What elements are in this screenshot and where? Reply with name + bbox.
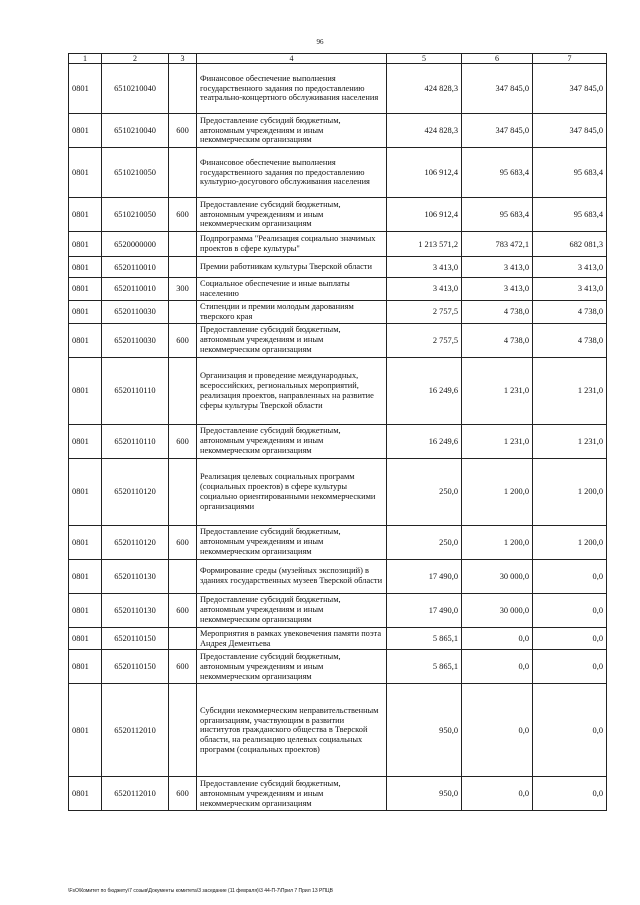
- row-name-cell: Организация и проведение международных, всероссийских, региональных мероприятий, реализация проектов, направленных на развитие сферы культуры Тверской области: [197, 357, 387, 424]
- row-expense-type-cell: [169, 300, 197, 323]
- row-amount-2-cell: 1 231,0: [462, 357, 533, 424]
- row-amount-3-cell: 95 683,4: [533, 148, 607, 198]
- table-row: [69, 357, 607, 424]
- row-name-cell: Предоставление субсидий бюджетным, автономным учреждениям и иным некоммерческим организациям: [197, 777, 387, 811]
- table-row: [69, 684, 607, 777]
- row-target-article-cell: 6520110110: [102, 424, 169, 458]
- row-amount-1-cell: 950,0: [387, 777, 462, 811]
- row-amount-3-cell: 682 081,3: [533, 232, 607, 257]
- row-amount-2-cell: 30 000,0: [462, 559, 533, 593]
- row-name-cell: Премии работникам культуры Тверской области: [197, 257, 387, 278]
- row-code-cell: 0801: [69, 559, 102, 593]
- row-amount-2-cell: 4 738,0: [462, 300, 533, 323]
- row-expense-type-cell: [169, 458, 197, 525]
- row-target-article-cell: 6520110030: [102, 323, 169, 357]
- row-amount-1-cell: 3 413,0: [387, 257, 462, 278]
- table-row: [69, 114, 607, 148]
- row-amount-3-cell: 3 413,0: [533, 257, 607, 278]
- column-header: 7: [533, 54, 607, 64]
- row-target-article-cell: 6520000000: [102, 232, 169, 257]
- row-amount-2-cell: 95 683,4: [462, 198, 533, 232]
- row-target-article-cell: 6520110010: [102, 257, 169, 278]
- row-target-article-cell: 6520110150: [102, 627, 169, 650]
- row-name-cell: Предоставление субсидий бюджетным, автономным учреждениям и иным некоммерческим организациям: [197, 593, 387, 627]
- row-amount-2-cell: 0,0: [462, 684, 533, 777]
- row-expense-type-cell: [169, 257, 197, 278]
- row-amount-3-cell: 0,0: [533, 627, 607, 650]
- row-name-cell: Предоставление субсидий бюджетным, автономным учреждениям и иным некоммерческим организациям: [197, 424, 387, 458]
- row-name-cell: Стипендии и премии молодым дарованиям тверского края: [197, 300, 387, 323]
- column-header: 2: [102, 54, 169, 64]
- column-header: 1: [69, 54, 102, 64]
- row-code-cell: 0801: [69, 684, 102, 777]
- row-amount-2-cell: 347 845,0: [462, 114, 533, 148]
- table-row: [69, 458, 607, 525]
- row-amount-2-cell: 0,0: [462, 627, 533, 650]
- row-code-cell: 0801: [69, 257, 102, 278]
- row-amount-2-cell: 95 683,4: [462, 148, 533, 198]
- row-amount-1-cell: 2 757,5: [387, 300, 462, 323]
- row-amount-1-cell: 16 249,6: [387, 424, 462, 458]
- row-target-article-cell: 6510210040: [102, 114, 169, 148]
- row-target-article-cell: 6510210050: [102, 198, 169, 232]
- row-target-article-cell: 6520110130: [102, 559, 169, 593]
- row-code-cell: 0801: [69, 458, 102, 525]
- row-target-article-cell: 6520110030: [102, 300, 169, 323]
- row-code-cell: 0801: [69, 148, 102, 198]
- row-target-article-cell: 6520110010: [102, 278, 169, 301]
- row-amount-2-cell: 3 413,0: [462, 257, 533, 278]
- row-amount-3-cell: 1 200,0: [533, 525, 607, 559]
- row-amount-3-cell: 4 738,0: [533, 323, 607, 357]
- row-amount-2-cell: 3 413,0: [462, 278, 533, 301]
- row-amount-3-cell: 0,0: [533, 593, 607, 627]
- row-expense-type-cell: 600: [169, 198, 197, 232]
- row-amount-1-cell: 5 865,1: [387, 650, 462, 684]
- row-amount-3-cell: 1 231,0: [533, 357, 607, 424]
- row-name-cell: Подпрограмма "Реализация социально значимых проектов в сфере культуры": [197, 232, 387, 257]
- row-name-cell: Предоставление субсидий бюджетным, автономным учреждениям и иным некоммерческим организациям: [197, 198, 387, 232]
- column-header: 6: [462, 54, 533, 64]
- row-name-cell: Социальное обеспечение и иные выплаты населению: [197, 278, 387, 301]
- row-amount-2-cell: 783 472,1: [462, 232, 533, 257]
- row-amount-2-cell: 30 000,0: [462, 593, 533, 627]
- row-amount-2-cell: 0,0: [462, 777, 533, 811]
- row-code-cell: 0801: [69, 424, 102, 458]
- row-name-cell: Субсидии некоммерческим неправительственным организациям, участвующим в развитии институтов гражданского общества в Тверской области, на реализацию целевых социальных программ (социальных проектов): [197, 684, 387, 777]
- row-amount-1-cell: 17 490,0: [387, 559, 462, 593]
- row-amount-1-cell: 17 490,0: [387, 593, 462, 627]
- row-amount-1-cell: 1 213 571,2: [387, 232, 462, 257]
- row-code-cell: 0801: [69, 323, 102, 357]
- row-code-cell: 0801: [69, 777, 102, 811]
- row-code-cell: 0801: [69, 64, 102, 114]
- row-name-cell: Мероприятия в рамках увековечения памяти поэта Андрея Дементьева: [197, 627, 387, 650]
- row-amount-2-cell: 0,0: [462, 650, 533, 684]
- table-row: [69, 559, 607, 593]
- table-row: [69, 650, 607, 684]
- row-expense-type-cell: [169, 148, 197, 198]
- table-row: [69, 525, 607, 559]
- row-name-cell: Финансовое обеспечение выполнения государственного задания по предоставлению культурно-досугового обслуживания населения: [197, 148, 387, 198]
- row-name-cell: Реализация целевых социальных программ (социальных проектов) в сфере культуры социально ориентированными некоммерческими организациями: [197, 458, 387, 525]
- row-amount-2-cell: 4 738,0: [462, 323, 533, 357]
- row-expense-type-cell: 600: [169, 525, 197, 559]
- row-amount-1-cell: 424 828,3: [387, 64, 462, 114]
- column-header: 3: [169, 54, 197, 64]
- column-header: 4: [197, 54, 387, 64]
- row-name-cell: Финансовое обеспечение выполнения государственного задания по предоставлению театрально-концертного обслуживания населения: [197, 64, 387, 114]
- row-amount-3-cell: 3 413,0: [533, 278, 607, 301]
- row-expense-type-cell: [169, 684, 197, 777]
- row-code-cell: 0801: [69, 650, 102, 684]
- table-row: [69, 232, 607, 257]
- row-amount-2-cell: 347 845,0: [462, 64, 533, 114]
- row-amount-3-cell: 95 683,4: [533, 198, 607, 232]
- row-name-cell: Предоставление субсидий бюджетным, автономным учреждениям и иным некоммерческим организациям: [197, 323, 387, 357]
- table-row: [69, 424, 607, 458]
- row-code-cell: 0801: [69, 357, 102, 424]
- page-number: 96: [316, 38, 324, 46]
- row-target-article-cell: 6520110120: [102, 525, 169, 559]
- row-amount-2-cell: 1 200,0: [462, 525, 533, 559]
- row-amount-3-cell: 0,0: [533, 777, 607, 811]
- row-amount-3-cell: 0,0: [533, 684, 607, 777]
- file-path-footer: \FsO\Комитет по бюджету\7 созыв\Документы комитета\3 заседание (11 февраля)\3 44-П-7\Прил 7 Прил 13 РПЦВ: [68, 888, 333, 894]
- row-expense-type-cell: [169, 232, 197, 257]
- row-name-cell: Предоставление субсидий бюджетным, автономным учреждениям и иным некоммерческим организациям: [197, 650, 387, 684]
- table-row: [69, 64, 607, 114]
- table-row: [69, 627, 607, 650]
- row-amount-3-cell: 1 200,0: [533, 458, 607, 525]
- row-name-cell: Предоставление субсидий бюджетным, автономным учреждениям и иным некоммерческим организациям: [197, 114, 387, 148]
- row-amount-1-cell: 950,0: [387, 684, 462, 777]
- row-amount-1-cell: 2 757,5: [387, 323, 462, 357]
- row-expense-type-cell: 600: [169, 593, 197, 627]
- row-code-cell: 0801: [69, 232, 102, 257]
- row-expense-type-cell: 600: [169, 114, 197, 148]
- row-target-article-cell: 6520110130: [102, 593, 169, 627]
- table-row: [69, 198, 607, 232]
- table-row: [69, 300, 607, 323]
- row-amount-3-cell: 4 738,0: [533, 300, 607, 323]
- table-row: [69, 323, 607, 357]
- row-expense-type-cell: [169, 559, 197, 593]
- row-name-cell: Формирование среды (музейных экспозиций) в зданиях государственных музеев Тверской области: [197, 559, 387, 593]
- row-name-cell: Предоставление субсидий бюджетным, автономным учреждениям и иным некоммерческим организациям: [197, 525, 387, 559]
- row-code-cell: 0801: [69, 525, 102, 559]
- row-expense-type-cell: [169, 627, 197, 650]
- row-code-cell: 0801: [69, 278, 102, 301]
- row-amount-2-cell: 1 231,0: [462, 424, 533, 458]
- row-expense-type-cell: 600: [169, 424, 197, 458]
- row-code-cell: 0801: [69, 593, 102, 627]
- row-amount-1-cell: 5 865,1: [387, 627, 462, 650]
- header-row: [69, 54, 607, 64]
- row-target-article-cell: 6520112010: [102, 777, 169, 811]
- row-expense-type-cell: [169, 357, 197, 424]
- table-row: [69, 278, 607, 301]
- row-amount-3-cell: 347 845,0: [533, 64, 607, 114]
- budget-table: [68, 53, 607, 811]
- row-code-cell: 0801: [69, 198, 102, 232]
- row-amount-1-cell: 3 413,0: [387, 278, 462, 301]
- row-amount-1-cell: 106 912,4: [387, 148, 462, 198]
- row-code-cell: 0801: [69, 114, 102, 148]
- row-expense-type-cell: 600: [169, 323, 197, 357]
- row-amount-3-cell: 0,0: [533, 559, 607, 593]
- table-row: [69, 777, 607, 811]
- table-row: [69, 257, 607, 278]
- row-amount-3-cell: 347 845,0: [533, 114, 607, 148]
- row-amount-1-cell: 16 249,6: [387, 357, 462, 424]
- row-amount-1-cell: 424 828,3: [387, 114, 462, 148]
- row-expense-type-cell: 600: [169, 650, 197, 684]
- row-target-article-cell: 6520112010: [102, 684, 169, 777]
- row-code-cell: 0801: [69, 300, 102, 323]
- row-amount-1-cell: 250,0: [387, 525, 462, 559]
- table-row: [69, 148, 607, 198]
- row-expense-type-cell: 600: [169, 777, 197, 811]
- row-target-article-cell: 6520110150: [102, 650, 169, 684]
- row-expense-type-cell: [169, 64, 197, 114]
- row-amount-3-cell: 1 231,0: [533, 424, 607, 458]
- row-target-article-cell: 6520110110: [102, 357, 169, 424]
- row-amount-2-cell: 1 200,0: [462, 458, 533, 525]
- row-expense-type-cell: 300: [169, 278, 197, 301]
- row-target-article-cell: 6520110120: [102, 458, 169, 525]
- table-body: [69, 64, 607, 811]
- row-code-cell: 0801: [69, 627, 102, 650]
- row-target-article-cell: 6510210050: [102, 148, 169, 198]
- row-amount-3-cell: 0,0: [533, 650, 607, 684]
- row-amount-1-cell: 250,0: [387, 458, 462, 525]
- row-amount-1-cell: 106 912,4: [387, 198, 462, 232]
- row-target-article-cell: 6510210040: [102, 64, 169, 114]
- table-row: [69, 593, 607, 627]
- column-header: 5: [387, 54, 462, 64]
